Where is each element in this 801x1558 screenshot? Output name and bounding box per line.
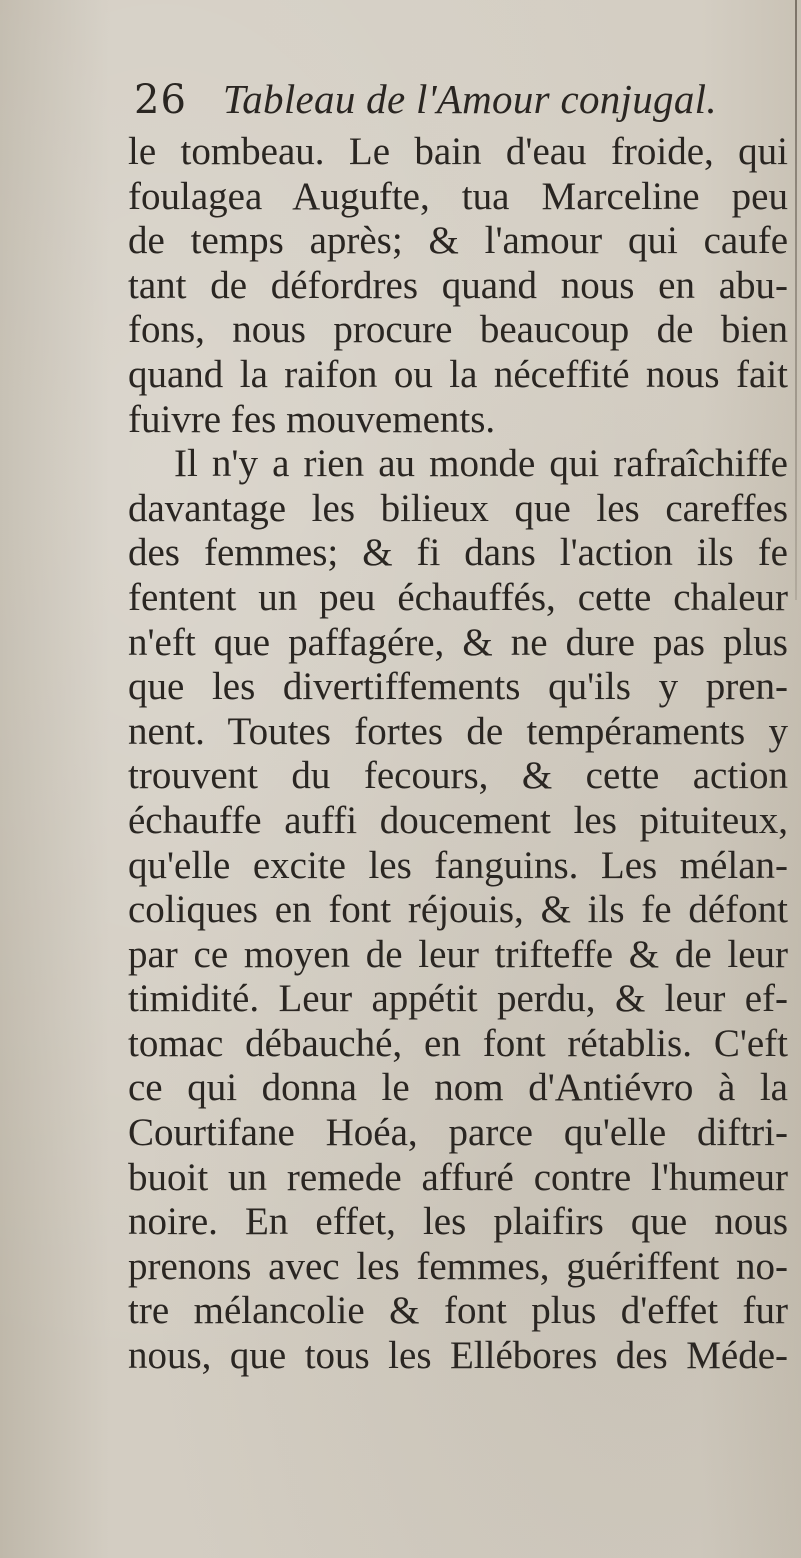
running-title: Tableau de l'Amour conjugal. bbox=[222, 76, 717, 122]
text-line: nous, que tous les Ellébores des Méde- bbox=[128, 1334, 788, 1378]
text-line: de temps après; & l'amour qui caufe bbox=[128, 219, 788, 263]
text-line: buoit un remede affuré contre l'humeur bbox=[128, 1155, 788, 1199]
text-line: tomac débauché, en font rétablis. C'eft bbox=[128, 1021, 788, 1065]
text-line: qu'elle excite les fanguins. Les mélan- bbox=[128, 843, 788, 887]
text-line: timidité. Leur appétit perdu, & leur ef- bbox=[128, 977, 788, 1021]
text-line: des femmes; & fi dans l'action ils fe bbox=[128, 531, 788, 575]
page-edge-shadow bbox=[795, 0, 797, 600]
page-number: 26 bbox=[134, 77, 187, 123]
text-line: trouvent du fecours, & cette action bbox=[128, 754, 788, 798]
text-line: prenons avec les femmes, guériffent no- bbox=[128, 1244, 788, 1288]
body-text bbox=[128, 130, 788, 1379]
text-line: que les divertiffements qu'ils y pren- bbox=[128, 665, 788, 709]
text-line: par ce moyen de leur trifteffe & de leur bbox=[128, 932, 788, 976]
text-line: coliques en font réjouis, & ils fe défont bbox=[128, 888, 788, 932]
text-line: quand la raifon ou la néceffité nous fait bbox=[128, 352, 788, 396]
text-line: le tombeau. Le bain d'eau froide, qui bbox=[128, 130, 788, 173]
text-line: fuivre fes mouvements. bbox=[128, 397, 496, 441]
text-line: foulagea Augufte, tua Marceline peu bbox=[128, 174, 788, 218]
text-line: ce qui donna le nom d'Antiévro à la bbox=[128, 1066, 788, 1110]
text-line: fentent un peu échauffés, cette chaleur bbox=[128, 575, 788, 619]
text-line: échauffe auffi doucement les pituiteux, bbox=[128, 798, 788, 842]
text-line: fons, nous procure beaucoup de bien bbox=[128, 308, 788, 352]
page-header bbox=[134, 75, 717, 131]
text-line: tant de défordres quand nous en abu- bbox=[128, 263, 788, 307]
text-line: noire. En effet, les plaifirs que nous bbox=[128, 1200, 788, 1244]
text-line: n'eft que paffagére, & ne dure pas plus bbox=[128, 620, 788, 664]
text-line: davantage les bilieux que les careffes bbox=[128, 486, 788, 530]
text-line: Courtifane Hoéa, parce qu'elle diftri- bbox=[128, 1111, 788, 1155]
text-line: nent. Toutes fortes de tempéraments y bbox=[128, 709, 788, 753]
text-line: tre mélancolie & font plus d'effet fur bbox=[128, 1289, 788, 1333]
text-line: Il n'y a rien au monde qui rafraîchiffe bbox=[174, 442, 788, 486]
